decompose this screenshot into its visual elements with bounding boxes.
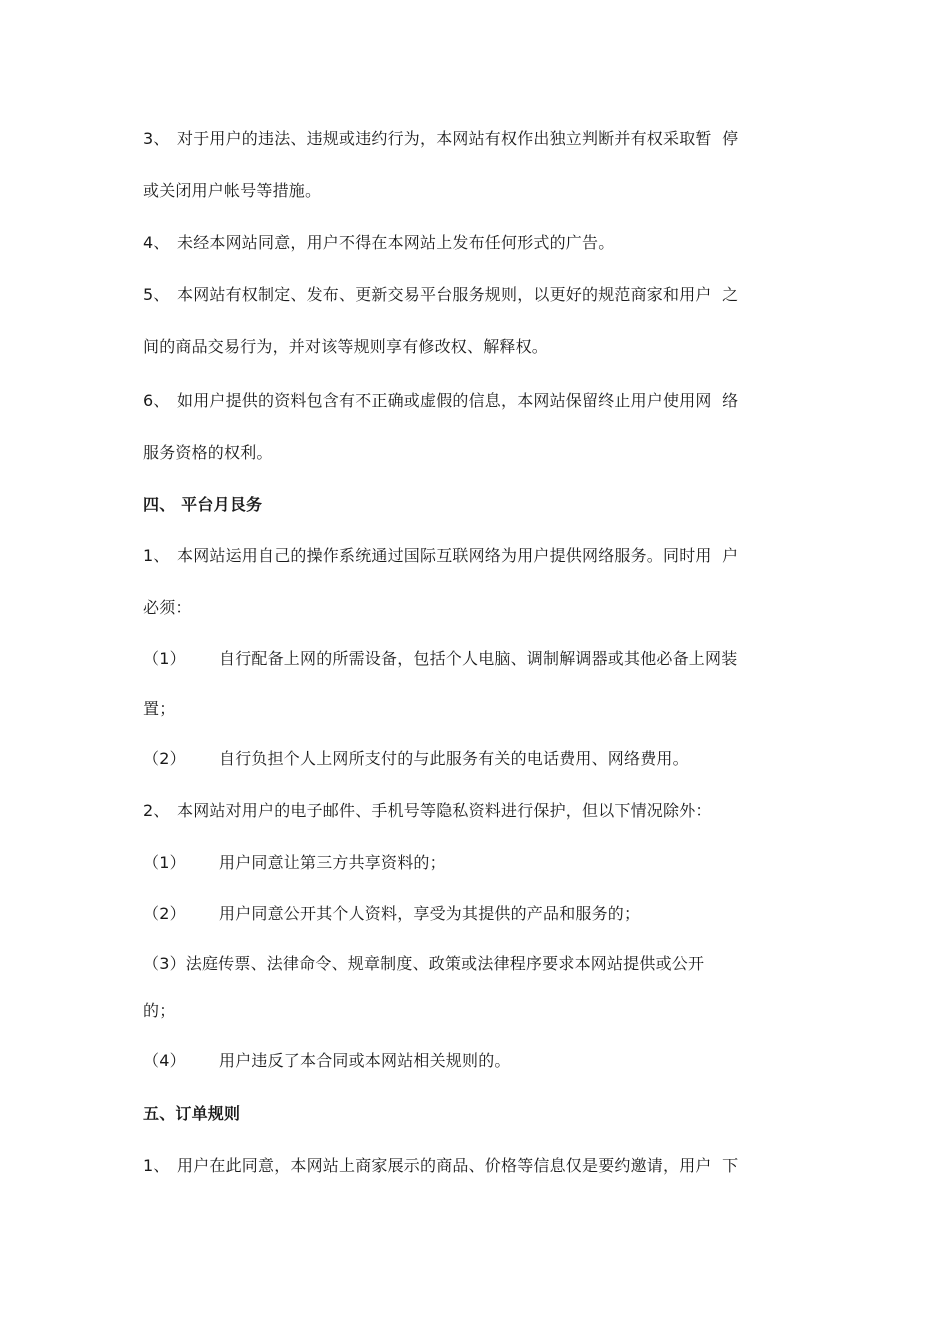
item-number: 3、 [143,129,170,148]
paragraph-line [143,903,640,925]
line-text: 本网站有权制定、发布、更新交易平台服务规则，以更好的规范商家和用户 之 [177,285,739,304]
line-text: 用户在此同意，本网站上商家展示的商品、价格等信息仅是要约邀请，用户 下 [177,1156,739,1175]
paragraph-line [143,232,614,254]
paragraph-line [143,748,689,770]
line-text: 自行配备上网的所需设备，包括个人电脑、调制解调器或其他必备上网装 [219,649,738,668]
paragraph-line [143,597,192,619]
line-text: 间的商品交易行为，并对该等规则享有修改权、解释权。 [143,337,549,356]
paragraph-line [143,545,738,567]
paragraph-line [143,698,175,720]
line-text: 对于用户的违法、违规或违约行为，本网站有权作出独立判断并有权采取暂 停 [177,129,739,148]
paragraph-line [143,800,712,822]
line-text: 或关闭用户帐号等措施。 [143,181,322,200]
sub-item-number: （2） [143,749,186,768]
paragraph-line [143,1155,738,1177]
sub-item-number: （4） [143,1051,186,1070]
sub-item-number: （1） [143,649,186,668]
paragraph-line [143,648,737,670]
paragraph-line [143,1050,511,1072]
line-text: 用户违反了本合同或本网站相关规则的。 [219,1051,511,1070]
item-number: 5、 [143,285,170,304]
line-text: （3）法庭传票、法律命令、规章制度、政策或法律程序要求本网站提供或公开 [143,954,705,973]
line-text: 未经本网站同意，用户不得在本网站上发布任何形式的广告。 [177,233,615,252]
section-heading: 四、 平台月艮务 [143,495,263,514]
line-text: 本网站运用自己的操作系统通过国际互联网络为用户提供网络服务。同时用 户 [177,546,739,565]
paragraph-line [143,180,321,202]
item-number: 6、 [143,391,170,410]
item-number: 2、 [143,801,170,820]
item-number: 1、 [143,1156,170,1175]
paragraph-line [143,390,738,412]
line-text: 用户同意公开其个人资料，享受为其提供的产品和服务的； [219,904,641,923]
paragraph-line [143,953,704,975]
paragraph-line [143,1000,175,1022]
sub-item-number: （2） [143,904,186,923]
line-text: 的； [143,1001,176,1020]
line-text: 自行负担个人上网所支付的与此服务有关的电话费用、网络费用。 [219,749,689,768]
line-text: 置； [143,699,176,718]
paragraph-line [143,284,738,306]
line-text: 如用户提供的资料包含有不正确或虚假的信息，本网站保留终止用户使用网 络 [177,391,739,410]
paragraph-line [143,128,738,150]
item-number: 1、 [143,546,170,565]
sub-item-number: （1） [143,853,186,872]
line-text: 必须： [143,598,192,617]
paragraph-line [143,336,548,358]
item-number: 4、 [143,233,170,252]
section-heading: 五、订单规则 [143,1104,241,1123]
line-text: 用户同意让第三方共享资料的； [219,853,446,872]
line-text: 本网站对用户的电子邮件、手机号等隐私资料进行保护，但以下情况除外： [177,801,712,820]
paragraph-line [143,442,273,464]
paragraph-line [143,852,446,874]
line-text: 服务资格的权利。 [143,443,273,462]
